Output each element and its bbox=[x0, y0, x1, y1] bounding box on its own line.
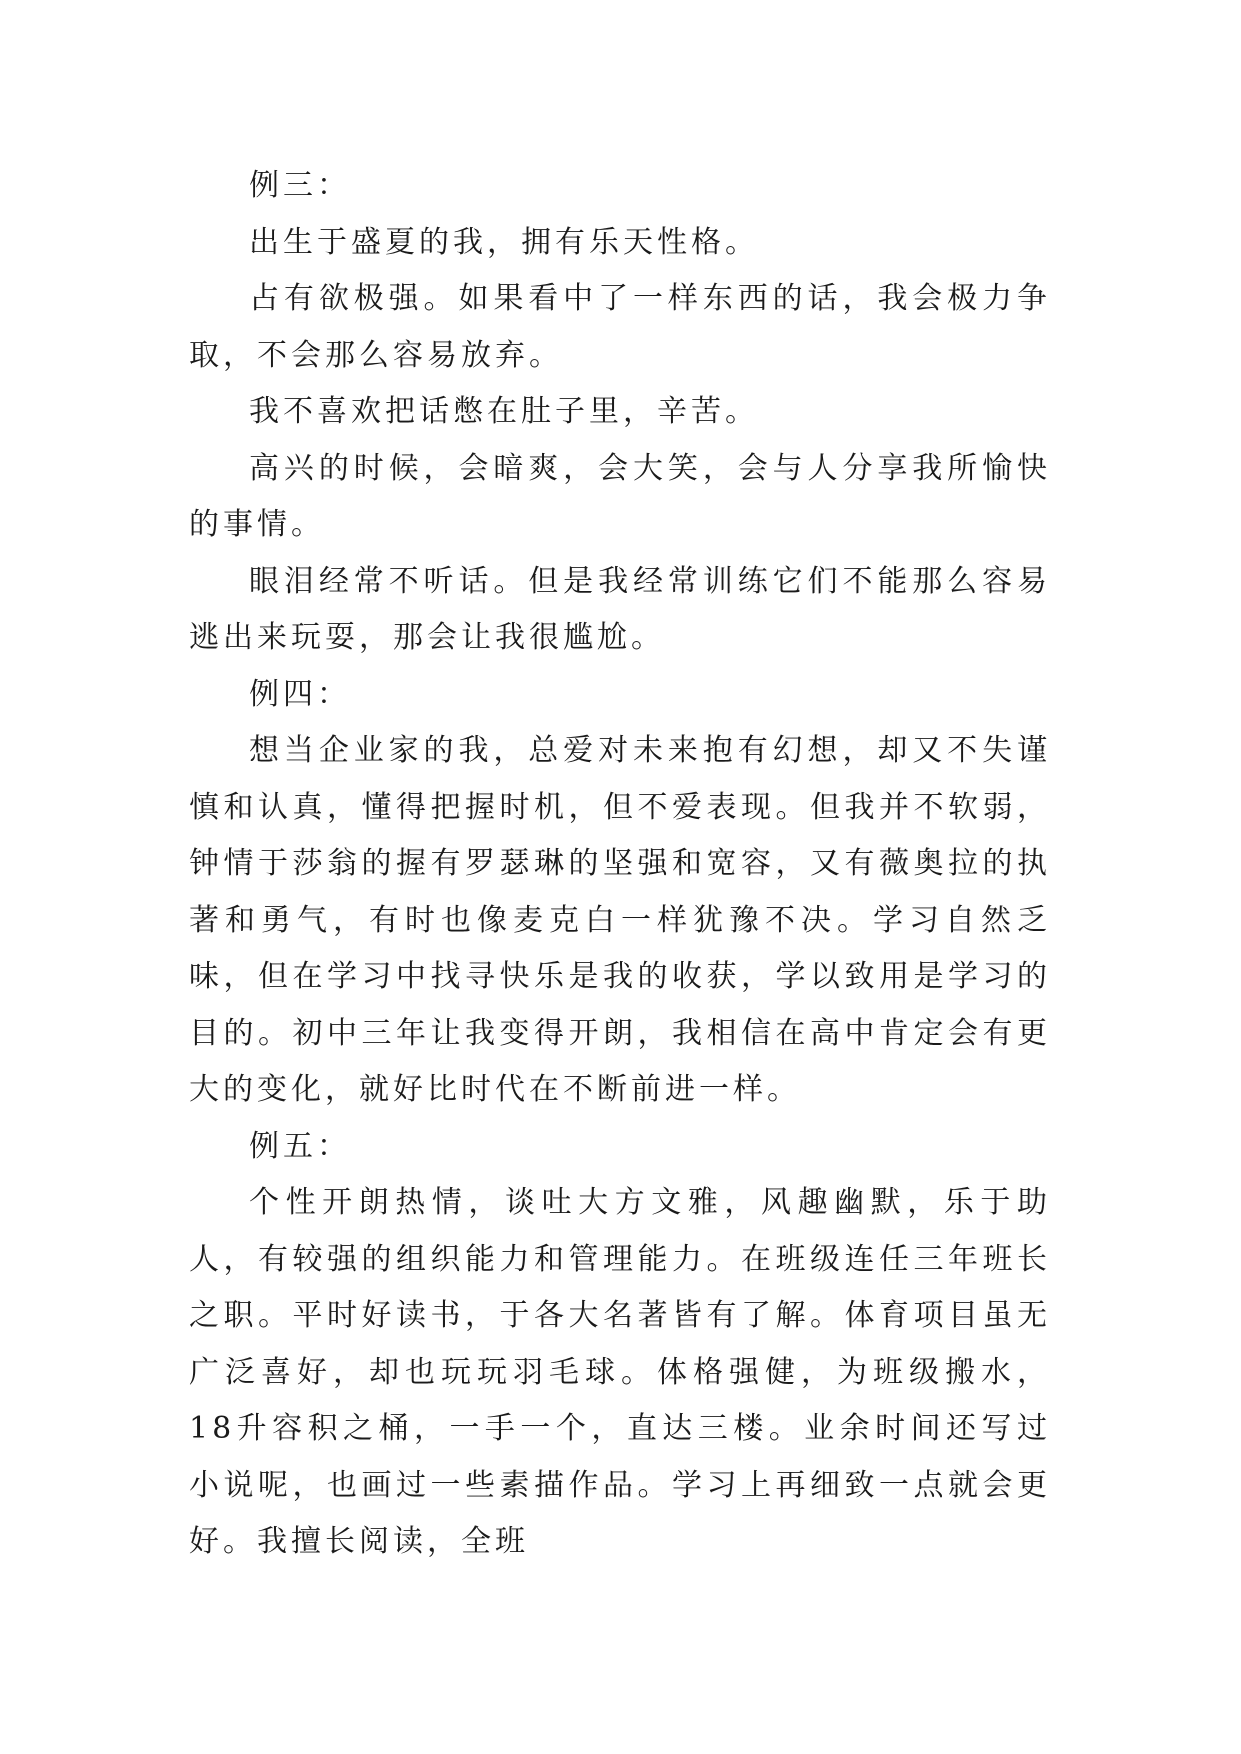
paragraph: 眼泪经常不听话。但是我经常训练它们不能那么容易逃出来玩耍，那会让我很尴尬。 bbox=[189, 563, 1051, 655]
heading-example-4: 例四： bbox=[249, 676, 351, 712]
heading-example-3: 例三： bbox=[249, 168, 351, 203]
paragraph: 个性开朗热情，谈吐大方文雅，风趣幽默，乐于助人，有较强的组织能力和管理能力。在班级连任三年班长之职。平时好读书，于各大名著皆有了解。体育项目虽无广泛喜好，却也玩玩羽毛球。体格强健，为班级搬水，18升容积之桶，一手一个，直达三楼。业余时间还写过小说呢，也画过一些素描作品。学习上再细致一点就会更好。我擅长阅读，全班 bbox=[189, 1185, 1051, 1559]
paragraph: 出生于盛夏的我，拥有乐天性格。 bbox=[249, 224, 759, 260]
paragraph: 我不喜欢把话憋在肚子里，辛苦。 bbox=[249, 394, 759, 429]
paragraph: 想当企业家的我，总爱对未来抱有幻想，却又不失谨慎和认真，懂得把握时机，但不爱表现。但我并不软弱，钟情于莎翁的握有罗瑟琳的坚强和宽容，又有薇奥拉的执著和勇气，有时也像麦克白一样犹豫不决。学习自然乏味，但在学习中找寻快乐是我的收获，学以致用是学习的目的。初中三年让我变得开朗，我相信在高中肯定会有更大的变化，就好比时代在不断前进一样。 bbox=[189, 733, 1051, 1107]
paragraph: 高兴的时候，会暗爽，会大笑，会与人分享我所愉快的事情。 bbox=[189, 450, 1051, 542]
heading-example-5: 例五： bbox=[249, 1128, 351, 1164]
paragraph: 占有欲极强。如果看中了一样东西的话，我会极力争取，不会那么容易放弃。 bbox=[189, 281, 1051, 373]
document-body bbox=[189, 158, 1051, 1571]
